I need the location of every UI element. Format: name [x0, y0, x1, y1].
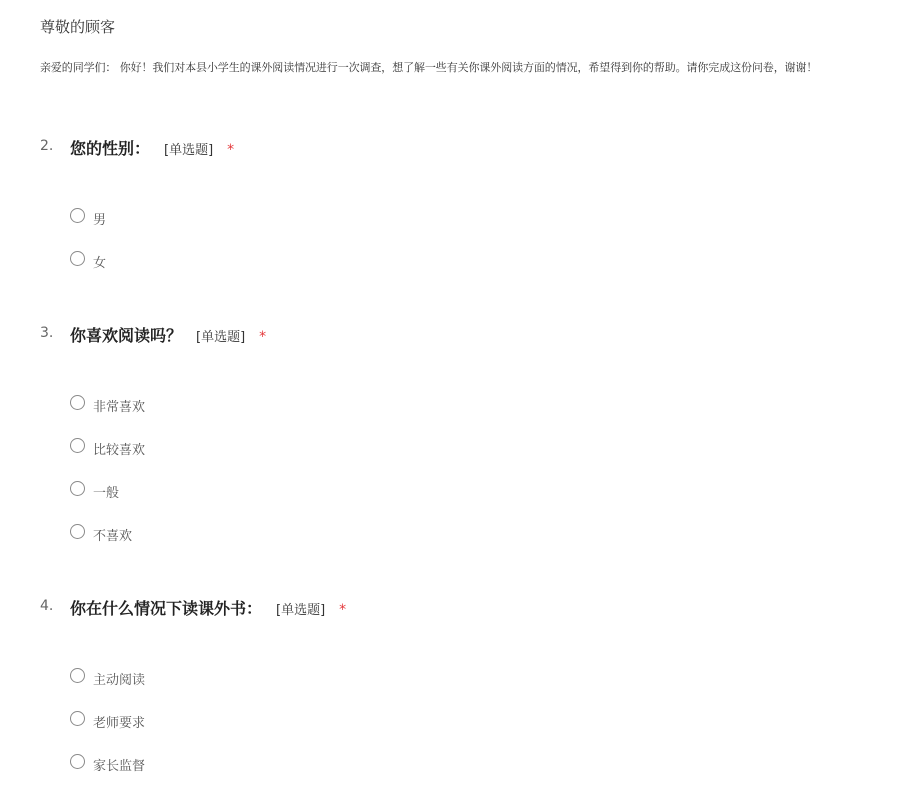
- option-parent-supervised[interactable]: [70, 754, 270, 774]
- option-label: 比较喜欢: [93, 443, 146, 458]
- option-like-somewhat[interactable]: [70, 438, 270, 458]
- question-header: [0, 596, 900, 620]
- radio-unchecked-icon[interactable]: [70, 524, 85, 539]
- radio-unchecked-icon[interactable]: [70, 395, 85, 410]
- option-self-motivated[interactable]: [70, 668, 270, 688]
- option-teacher-required[interactable]: [70, 711, 270, 731]
- option-label: 不喜欢: [93, 529, 133, 544]
- option-female[interactable]: [70, 251, 270, 271]
- radio-unchecked-icon[interactable]: [70, 711, 85, 726]
- option-label: 非常喜欢: [93, 400, 146, 415]
- radio-unchecked-icon[interactable]: [70, 668, 85, 683]
- required-mark: *: [339, 602, 347, 618]
- question-type-label: [单选题]: [164, 143, 214, 158]
- radio-unchecked-icon[interactable]: [70, 754, 85, 769]
- required-mark: *: [227, 142, 235, 158]
- question-title: [70, 136, 234, 159]
- intro-text: 亲爱的同学们： 你好！我们对本县小学生的课外阅读情况进行一次调查，想了解一些有关你课外阅读方面的情况，希望得到你的帮助。请你完成这份问卷，谢谢！: [40, 61, 818, 74]
- radio-unchecked-icon[interactable]: [70, 438, 85, 453]
- question-title-text: 你喜欢阅读吗？: [70, 326, 183, 345]
- question-type-label: [单选题]: [196, 330, 246, 345]
- option-label: 老师要求: [93, 716, 146, 731]
- greeting-heading: 尊敬的顾客: [40, 18, 116, 36]
- option-label: 主动阅读: [93, 673, 146, 688]
- required-mark: *: [259, 329, 267, 345]
- question-header: [0, 323, 900, 347]
- radio-unchecked-icon[interactable]: [70, 481, 85, 496]
- question-title-text: 你在什么情况下读课外书：: [70, 599, 263, 618]
- option-dislike[interactable]: [70, 524, 270, 544]
- option-label: 男: [93, 213, 107, 228]
- question-header: [0, 136, 900, 160]
- question-title-text: 您的性别：: [70, 139, 151, 158]
- option-male[interactable]: [70, 208, 270, 228]
- option-label: 家长监督: [93, 759, 146, 774]
- radio-unchecked-icon[interactable]: [70, 208, 85, 223]
- radio-unchecked-icon[interactable]: [70, 251, 85, 266]
- question-number: 2.: [40, 138, 54, 154]
- option-neutral[interactable]: [70, 481, 270, 501]
- question-title: [70, 596, 346, 619]
- option-like-very-much[interactable]: [70, 395, 270, 415]
- option-label: 女: [93, 256, 107, 271]
- question-title: [70, 323, 266, 346]
- question-number: 4.: [40, 598, 54, 614]
- question-number: 3.: [40, 325, 54, 341]
- question-type-label: [单选题]: [276, 603, 326, 618]
- option-label: 一般: [93, 486, 120, 501]
